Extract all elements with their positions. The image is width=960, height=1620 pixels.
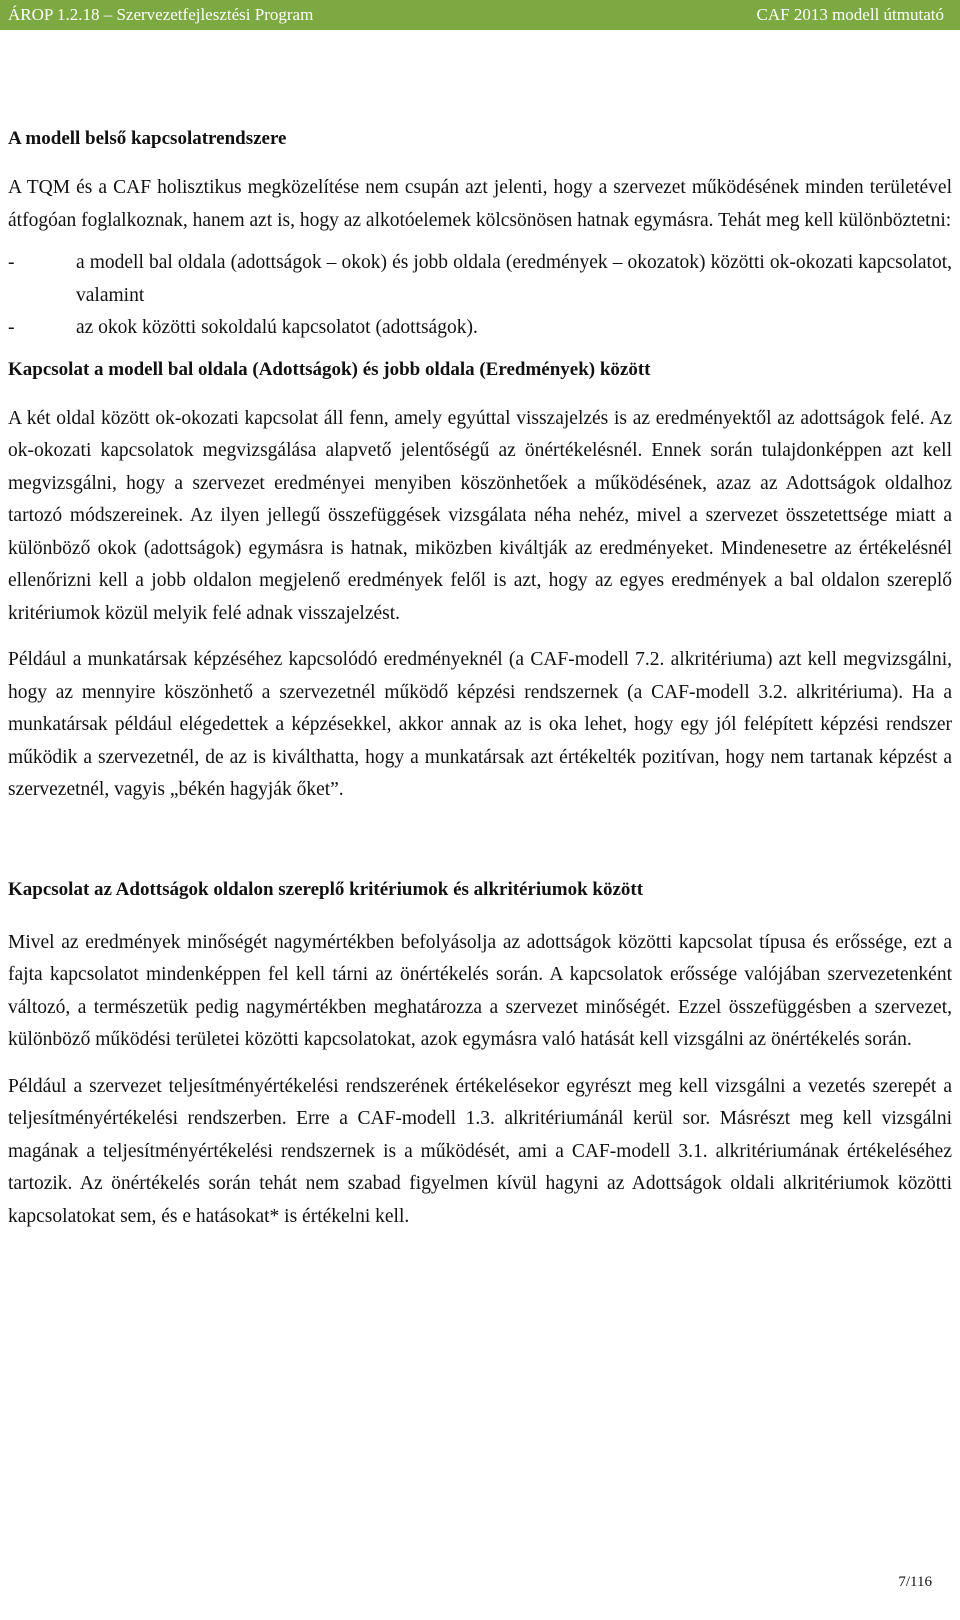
section-heading-left-right-relation: Kapcsolat a modell bal oldala (Adottságok) és jobb oldala (Eredmények) között bbox=[8, 358, 651, 380]
section3-paragraph-2: Például a szervezet teljesítményértékelési rendszerének értékelésekor egyrészt meg kell vizsgálni a vezetés szerepét a teljesítményértékelési rendszerben. Erre a CAF-modell 1.3. alkritériumánál kerül sor. Másrészt meg kell vizsgálni magának a teljesítményértékelési rendszernek is a működését, ami a CAF-modell 3.1. alkritériumának értékeléséhez tartozik. Az önértékelés során tehát nem szabad figyelmen kívül hagyni az Adottságok oldali alkritériumok közötti kapcsolatokat sem, és e hatásokat* is értékelni kell. bbox=[8, 1075, 952, 1227]
header-document-title: CAF 2013 modell útmutató bbox=[756, 5, 944, 24]
list-dash: - bbox=[8, 252, 15, 273]
section3-paragraph-1: Mivel az eredmények minőségét nagymértékben befolyásolja az adottságok közötti kapcsolat típusa és erőssége, ezt a fajta kapcsolatot mindenképpen fel kell tárni az önértékelés során. A kapcsolatok erőssége valójában szervezetenként változó, a természetük pedig nagymértékben meghatározza a szervezet minőségét. Ezzel összefüggésben a szervezet, különböző működési területei közötti kapcsolatokat, azok egymásra való hatását kell vizsgálni az önértékelés során. bbox=[8, 931, 952, 1050]
list-item-text: az okok közötti sokoldalú kapcsolatot (adottságok). bbox=[76, 317, 478, 338]
list-item bbox=[8, 247, 952, 312]
section1-paragraph: A TQM és a CAF holisztikus megközelítése nem csupán azt jelenti, hogy a szervezet működésének minden területével átfogóan foglalkoznak, hanem azt is, hogy az alkotóelemek kölcsönösen hatnak egymásra. Tehát meg kell különböztetni: bbox=[8, 177, 952, 231]
page-number: 7/116 bbox=[898, 1574, 932, 1590]
section-heading-criteria-relation: Kapcsolat az Adottságok oldalon szereplő kritériumok és alkritériumok között bbox=[8, 878, 644, 900]
list-item bbox=[8, 312, 952, 345]
section-heading-internal-relations: A modell belső kapcsolatrendszere bbox=[8, 128, 287, 149]
running-header bbox=[0, 0, 960, 30]
list-dash: - bbox=[8, 317, 15, 338]
page-body bbox=[8, 126, 952, 1233]
section2-paragraph-1: A két oldal között ok-okozati kapcsolat áll fenn, amely egyúttal visszajelzés is az eredményektől az adottságok felé. Az ok-okozati kapcsolatok megvizsgálása alapvető jelentőségű az önértékelésnél. Ennek során tulajdonképpen azt kell megvizsgálni, hogy a szervezet eredményei menyiben köszönhetőek a működésének, azaz az Adottságok oldalhoz tartozó módszereinek. Az ilyen jellegű összefüggések vizsgálata néha nehéz, mivel a szervezet összetettsége miatt a különböző okok (adottságok) egymásra is hatnak, miközben kiváltják az eredményeket. Mindenesetre az értékelésnél ellenőrizni kell a jobb oldalon megjelenő eredmények felől is azt, hogy az egyes eredmények a bal oldalon szereplő kritériumok közül melyik felé adnak visszajelzést. bbox=[8, 407, 952, 624]
list-item-text: a modell bal oldala (adottságok – okok) és jobb oldala (eredmények – okozatok) közötti ok-okozati kapcsolatot, valamint bbox=[76, 252, 952, 306]
header-program-title: ÁROP 1.2.18 – Szervezetfejlesztési Program bbox=[8, 5, 314, 24]
relation-list bbox=[8, 247, 952, 345]
section2-paragraph-2: Például a munkatársak képzéséhez kapcsolódó eredményeknél (a CAF-modell 7.2. alkritériuma) azt kell megvizsgálni, hogy az mennyire köszönhető a szervezetnél működő képzési rendszernek (a CAF-modell 3.2. alkritériuma). Ha a munkatársak például elégedettek a képzésekkel, akkor annak az is oka lehet, hogy egy jól felépített képzési rendszer működik a szervezetnél, de az is kiválthatta, hogy a munkatársak azt értékelték pozitívan, hogy nem tartanak képzést a szervezetnél, vagyis „békén hagyják őket”. bbox=[8, 649, 952, 800]
